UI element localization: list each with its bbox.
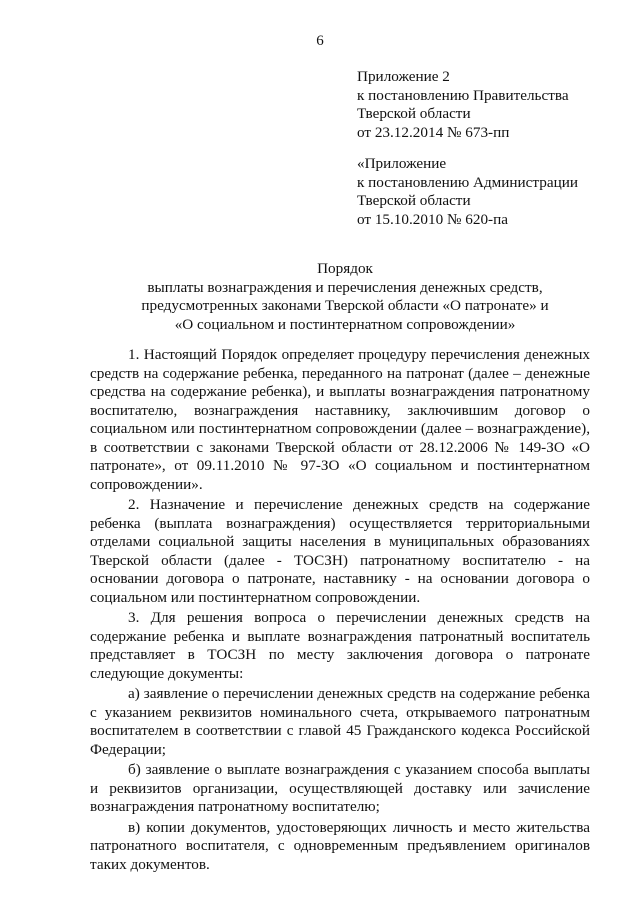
title-line: предусмотренных законами Тверской области «О патронате» и: [141, 297, 549, 314]
appendix-2-line: «Приложение: [357, 155, 447, 172]
title-line: выплаты вознаграждения и перечисления денежных средств,: [147, 278, 543, 296]
title-line: «О социальном и постинтернатном сопровождении»: [174, 315, 516, 333]
appendix-1-line: Приложение 2: [357, 68, 450, 85]
appendix-block-1: [357, 68, 569, 142]
paragraph-1: 1. Настоящий Порядок определяет процедуру перечисления денежных средств на содержание ребенка, переданного на патронат (далее – денежные средства на содержание ребенка), и выплаты вознаграждения патронатному воспитателю, вознаграждения наставнику, заключившим договор о социальном или постинтернатном сопровождении (далее – вознаграждение), в соответствии с законами Тверской области от 28.12.2006 № 149-ЗО «О патронате», от 09.11.2010 № 97-ЗО «О социальном и постинтернатном сопровождении».: [90, 346, 590, 493]
appendix-2-line: Тверской области: [357, 192, 471, 209]
appendix-2-line: от 15.10.2010 № 620-па: [357, 210, 508, 228]
subparagraph-b: б) заявление о выплате вознаграждения с указанием способа выплаты и реквизитов организации, осуществляющей доставку или зачисление вознаграждения патронатному воспитателю;: [90, 761, 590, 815]
paragraph-2: 2. Назначение и перечисление денежных средств на содержание ребенка (выплата вознаграждения) осуществляется территориальными отделами социальной защиты населения в муниципальных образованиях Тверской области (далее - ТОСЗН) патронатному воспитателю - на основании договора о патронате, наставнику - на основании договора о социальном или постинтернатном сопровождении.: [90, 496, 590, 606]
subparagraph-a: а) заявление о перечислении денежных средств на содержание ребенка с указанием реквизитов номинального счета, открываемого патронатным воспитателем в соответствии с главой 45 Гражданского кодекса Российской Федерации;: [90, 685, 590, 758]
subparagraph-c: в) копии документов, удостоверяющих личность и место жительства патронатного воспитателя, с одновременным предъявлением оригиналов таких документов.: [90, 818, 590, 873]
appendix-block-2: [357, 155, 578, 229]
paragraph-3: 3. Для решения вопроса о перечислении денежных средств на содержание ребенка и выплате вознаграждения патронатный воспитатель представляет в ТОСЗН по месту заключения договора о патронате следующие документы:: [90, 609, 590, 682]
appendix-1-line: Тверской области: [357, 105, 471, 122]
document-body: [90, 346, 590, 876]
document-title: [0, 260, 640, 334]
appendix-1-line: к постановлению Правительства: [357, 86, 569, 104]
page-number: 6: [316, 33, 324, 49]
appendix-1-line: от 23.12.2014 № 673-пп: [357, 123, 510, 141]
title-heading: Порядок: [317, 260, 373, 277]
appendix-2-line: к постановлению Администрации: [357, 173, 578, 191]
